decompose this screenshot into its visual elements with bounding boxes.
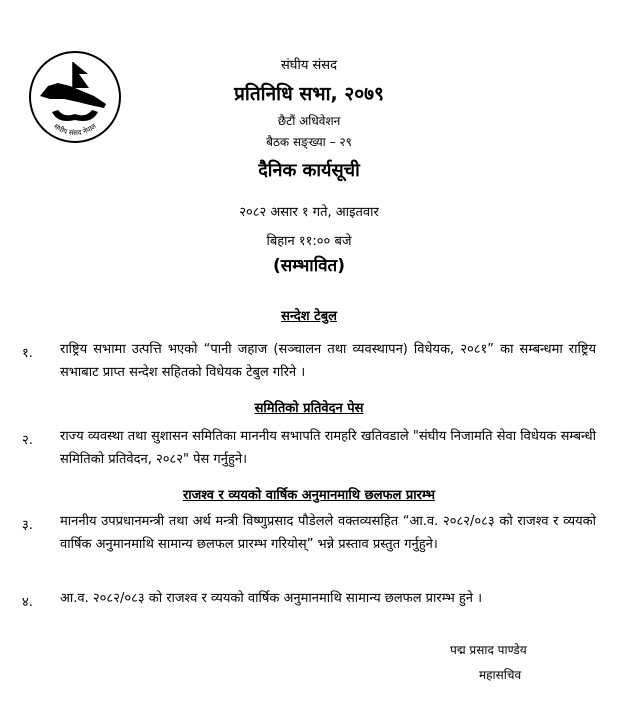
house-title: प्रतिनिधि सभा, २०७९: [234, 83, 384, 105]
svg-text:संघीय संसद नेपाल: [52, 122, 98, 137]
agenda-item-text: आ.व. २०८२/०८३ को राजश्व र व्ययको वार्षिक अनुमानमाथि सामान्य छलफल प्रारम्भ हुने ।: [60, 591, 483, 606]
meeting-number: बैठक सङ्ख्या – २९: [266, 135, 352, 149]
section-heading-committee-report: समितिको प्रतिवेदन पेस: [254, 401, 364, 416]
item-number: १.: [22, 346, 33, 361]
parliament-name: संघीय संसद: [281, 58, 337, 73]
meeting-date: २०८२ असार १ गते, आइतवार: [239, 205, 379, 220]
item-number: ३.: [22, 518, 33, 533]
parliament-emblem: [28, 50, 122, 144]
item-number: ४.: [22, 595, 33, 610]
agenda-title: दैनिक कार्यसूची: [258, 160, 360, 181]
signatory-title: महासचिव: [479, 668, 522, 682]
section-heading-message-table: सन्देश टेबुल: [281, 309, 337, 324]
emblem-icon: [28, 50, 122, 144]
status-note: (सम्भावित): [272, 256, 346, 276]
signatory-name: पद्म प्रसाद पाण्डेय: [450, 643, 527, 657]
session-label: छैटौं अधिवेशन: [277, 114, 341, 128]
agenda-item-text: राष्ट्रिय सभामा उत्पत्ति भएको “पानी जहाज (सञ्चालन तथा व्यवस्थापन) विधेयक, २०८१” का सम्बन्धमा राष्ट्रिय सभाबाट प्राप्त सन्देश सहितको विधेयक टेबुल गरिने ।: [60, 342, 596, 380]
agenda-item-text: माननीय उपप्रधानमन्त्री तथा अर्थ मन्त्री विष्णुप्रसाद पौडेलले वक्तव्यसहित “आ.व. २०८२/०८३ को राजश्व र व्ययको वार्षिक अनुमानमाथि सामान्य छलफल प्रारम्भ गरियोस्” भन्ने प्रस्ताव प्रस्तुत गर्नुहुने।: [60, 514, 596, 552]
item-number: २.: [22, 433, 33, 448]
agenda-item-text: राज्य व्यवस्था तथा सुशासन समितिका माननीय सभापति रामहरि खतिवडाले "संघीय निजामति सेवा विधेयक सम्बन्धी समितिको प्रतिवेदन, २०८२" पेस गर्नुहुने।: [60, 429, 596, 467]
section-heading-budget-discussion: राजश्व र व्ययको वार्षिक अनुमानमाथि छलफल प्रारम्भ: [182, 488, 436, 503]
emblem-caption: संघीय संसद नेपाल: [52, 122, 98, 138]
meeting-time: बिहान ११:०० बजे: [266, 234, 352, 249]
